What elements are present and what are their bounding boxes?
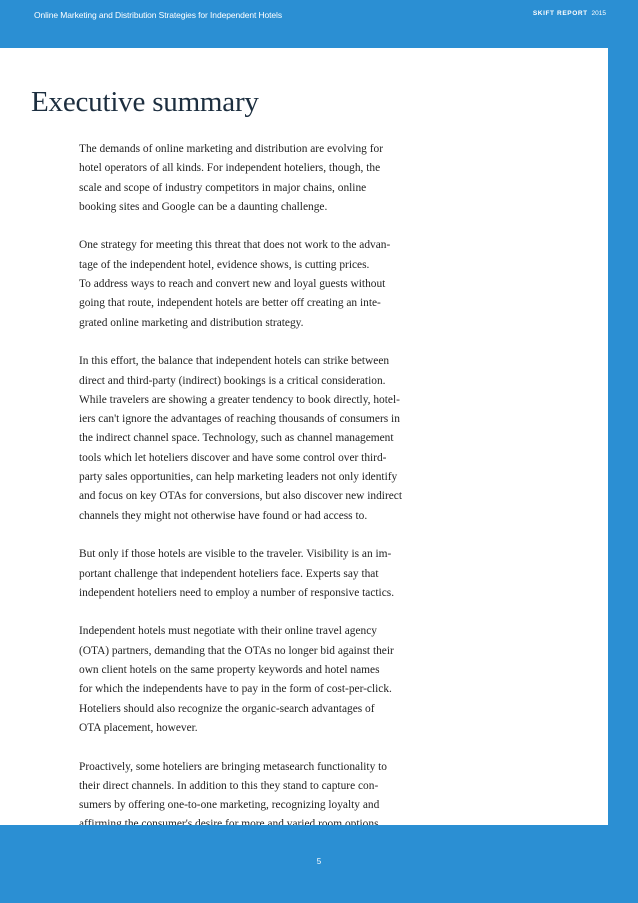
- text-line: tage of the independent hotel, evidence shows, is cutting prices.: [79, 258, 370, 271]
- report-title: Online Marketing and Distribution Strategies for Independent Hotels: [34, 10, 282, 20]
- text-line: (OTA) partners, demanding that the OTAs no longer bid against their: [79, 644, 394, 657]
- text-line: To address ways to reach and convert new and loyal guests without: [79, 278, 386, 291]
- text-line: Proactively, some hoteliers are bringing metasearch functionality to: [79, 760, 387, 773]
- text-line: going that route, independent hotels are better off creating an inte-: [79, 297, 381, 310]
- text-line: channels they might not otherwise have found or had access to.: [79, 509, 368, 522]
- right-accent-strip: [608, 48, 638, 825]
- text-line: hotel operators of all kinds. For independent hoteliers, though, the: [79, 162, 381, 175]
- text-line: While travelers are showing a greater tendency to book directly, hotel-: [79, 393, 400, 406]
- report-label: [533, 10, 606, 17]
- text-line: grated online marketing and distribution strategy.: [79, 316, 304, 329]
- text-line: OTA placement, however.: [79, 721, 198, 734]
- paragraph: [79, 236, 459, 332]
- report-year: 2015: [591, 10, 606, 17]
- text-line: Hoteliers should also recognize the organic-search advantages of: [79, 702, 375, 715]
- text-line: The demands of online marketing and distribution are evolving for: [79, 143, 383, 155]
- paragraph: [79, 545, 459, 603]
- text-line: for which the independents have to pay in the form of cost-per-click.: [79, 683, 392, 696]
- text-line: One strategy for meeting this threat that does not work to the advan-: [79, 239, 391, 252]
- body-text: [79, 140, 459, 873]
- paragraph: [79, 622, 459, 738]
- text-line: scale and scope of industry competitors in major chains, online: [79, 181, 367, 194]
- header-band: [0, 0, 638, 48]
- text-line: portant challenge that independent hoteliers face. Experts say that: [79, 567, 379, 580]
- paragraph: [79, 140, 459, 217]
- page-title: Executive summary: [31, 86, 259, 118]
- page-number: 5: [316, 857, 322, 866]
- text-line: independent hoteliers need to employ a number of responsive tactics.: [79, 586, 395, 599]
- brand-label: SKIFT REPORT: [532, 10, 588, 17]
- text-line: the indirect channel space. Technology, such as channel management: [79, 432, 394, 445]
- text-line: direct and third-party (indirect) bookings is a critical consideration.: [79, 374, 386, 387]
- text-line: their direct channels. In addition to this they stand to capture con-: [79, 779, 379, 792]
- text-line: Independent hotels must negotiate with their online travel agency: [79, 625, 377, 638]
- text-line: own client hotels on the same property keywords and hotel names: [79, 664, 380, 677]
- text-line: iers can't ignore the advantages of reaching thousands of consumers in: [79, 413, 400, 426]
- text-line: tools which let hoteliers discover and have some control over third-: [79, 451, 387, 464]
- text-line: sumers by offering one-to-one marketing, recognizing loyalty and: [79, 799, 380, 812]
- text-line: booking sites and Google can be a daunting challenge.: [79, 200, 328, 213]
- text-line: In this effort, the balance that independent hotels can strike between: [79, 355, 390, 368]
- paragraph: [79, 352, 459, 526]
- text-line: But only if those hotels are visible to the traveler. Visibility is an im-: [79, 548, 392, 561]
- text-line: and focus on key OTAs for conversions, but also discover new indirect: [79, 490, 403, 503]
- text-line: party sales opportunities, can help marketing leaders not only identify: [79, 471, 398, 484]
